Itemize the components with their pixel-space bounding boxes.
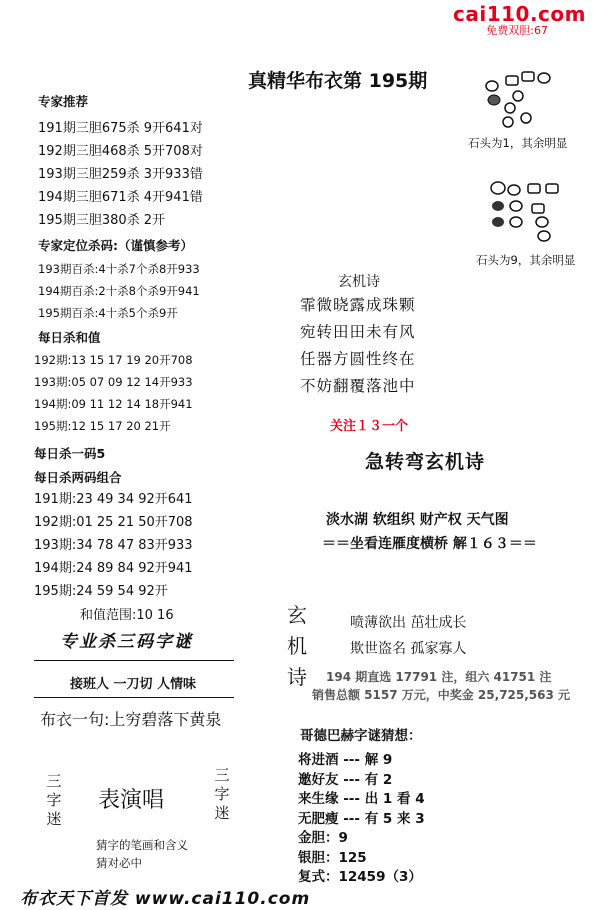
list-item: 194期百杀:2十杀8个杀9开941 [38, 284, 200, 298]
poem-line: 宛转田田未有风 [300, 323, 416, 341]
list-item: 195期三胆380杀 2开 [38, 213, 166, 228]
turn-hint: ＝＝坐看连雁度横桥 解１６３＝＝ [322, 536, 537, 552]
list-item: 194期:24 89 84 92开941 [34, 561, 193, 576]
daily-sum-heading: 每日杀和值 [38, 330, 101, 345]
position-kill-list [38, 258, 200, 324]
goldbach-list [298, 751, 425, 888]
list-item: 195期百杀:4十杀5个杀9开 [38, 306, 178, 320]
xuanji-char: 玄 [287, 603, 307, 627]
divider [34, 660, 234, 661]
list-item: 邀好友 --- 有 2 [298, 771, 393, 788]
position-kill-heading: 专家定位杀码:（谨慎参考） [38, 238, 193, 253]
list-item: 复式：12459（3） [298, 869, 422, 885]
stone-caption-2: 石头为9，其余明显 [476, 253, 576, 267]
right-riddle-tag: 三字迷 [214, 766, 230, 822]
footer-source: 布衣天下首发 www.cai110.com [20, 889, 311, 909]
list-item: 无肥瘦 --- 有 5 来 3 [298, 810, 425, 827]
sales-line-2: 销售总额 5157 万元，中奖金 25,725,563 元 [312, 688, 571, 702]
list-item: 来生缘 --- 出 1 看 4 [298, 791, 425, 807]
daily-two-list [34, 488, 193, 603]
page-title: 真精华布衣第 195期 [248, 70, 428, 92]
divider [34, 697, 234, 698]
xuanji-line-2: 欺世盗名 孤家寡人 [350, 641, 467, 657]
site-logo[interactable]: cai110.com [453, 2, 586, 26]
list-item: 194期三胆671杀 4开941错 [38, 190, 203, 205]
list-item: 194期:09 11 12 14 18开941 [34, 397, 193, 411]
riddle-answer: 表演唱 [98, 788, 165, 813]
xuanji-line-1: 喷薄欲出 茁壮成长 [350, 615, 467, 631]
mystic-poem [300, 292, 416, 400]
list-item: 192期:01 25 21 50开708 [34, 515, 193, 530]
stone-figure-1 [478, 66, 568, 132]
goldbach-heading: 哥德巴赫字谜猜想： [300, 728, 422, 744]
poem-line: 不妨翻覆落池中 [300, 377, 416, 395]
list-item: 195期:24 59 54 92开 [34, 584, 168, 599]
riddle-hint-1: 猜字的笔画和含义 [96, 838, 188, 852]
heir-line: 接班人 一刀切 人情味 [70, 677, 197, 692]
list-item: 193期百杀:4十杀7个杀8开933 [38, 262, 200, 276]
experts-list [38, 117, 203, 232]
list-item: 192期三胆468杀 5开708对 [38, 144, 203, 159]
list-item: 191期三胆675杀 9开641对 [38, 121, 203, 136]
left-riddle-tag: 三字迷 [46, 772, 62, 828]
mystic-poem-title: 玄机诗 [338, 274, 380, 290]
list-item: 将进酒 --- 解 9 [298, 752, 393, 768]
list-item: 193期:34 78 47 83开933 [34, 538, 193, 553]
xuanji-label [284, 600, 310, 693]
list-item: 193期三胆259杀 3开933错 [38, 167, 203, 182]
list-item: 191期:23 49 34 92开641 [34, 492, 193, 507]
xuanji-char: 机 [287, 634, 307, 658]
xuanji-char: 诗 [287, 665, 307, 689]
daily-two-heading: 每日杀两码组合 [34, 470, 122, 485]
riddle-hint-2: 猜对必中 [96, 856, 142, 870]
free-double-note: 免费双胆:67 [486, 24, 548, 37]
experts-heading: 专家推荐 [38, 94, 89, 109]
stone-caption-1: 石头为1，其余明显 [468, 136, 568, 150]
turn-title: 急转弯玄机诗 [365, 451, 486, 473]
daily-one-kill: 每日杀一码5 [34, 446, 106, 461]
list-item: 192期:13 15 17 19 20开708 [34, 353, 193, 367]
stone-figure-2 [484, 176, 576, 246]
list-item: 193期:05 07 09 12 14开933 [34, 375, 193, 389]
stones-one-icon [478, 66, 568, 132]
daily-sum-list [34, 349, 193, 437]
turn-words: 淡水湖 软组织 财产权 天气图 [326, 512, 509, 528]
riddle-title: 专业杀三码字谜 [60, 632, 193, 652]
list-item: 195期:12 15 17 20 21开 [34, 419, 171, 433]
poem-line: 霏微晓露成珠颗 [300, 296, 416, 314]
list-item: 金胆：9 [298, 830, 348, 846]
poem-line: 任器方圆性终在 [300, 350, 416, 368]
focus-note: 关注１３一个 [330, 419, 409, 434]
list-item: 银胆：125 [298, 849, 367, 866]
sales-line-1: 194 期直选 17791 注，组六 41751 注 [326, 670, 552, 684]
sum-range: 和值范围:10 16 [80, 608, 174, 623]
one-sentence: 布衣一句:上穷碧落下黄泉 [40, 710, 222, 729]
stones-nine-icon [484, 176, 576, 246]
